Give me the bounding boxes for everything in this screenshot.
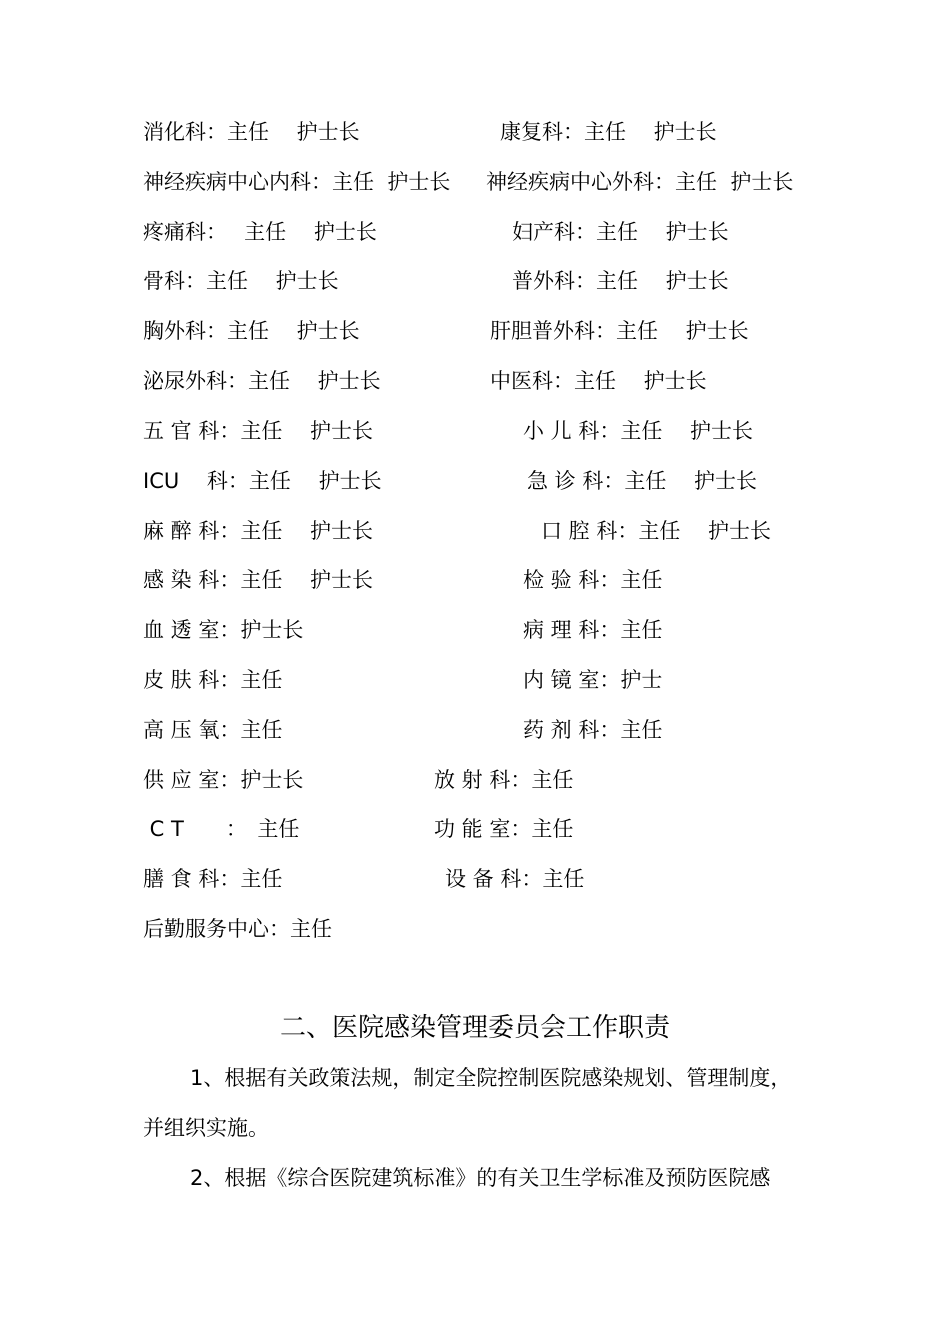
roster-right-5: 肝胆普外科：主任 护士长	[490, 319, 749, 343]
roster-left-17: 后勤服务中心：主任	[143, 917, 332, 941]
roster-left-8: ICU 科：主任 护士长	[143, 469, 382, 493]
roster-left-10: 感 染 科：主任 护士长	[143, 568, 374, 592]
roster-right-12: 内 镜 室：护士	[523, 668, 663, 692]
paragraph-line-2: 并组织实施。	[143, 1116, 269, 1140]
roster-left-12: 皮 肤 科：主任	[143, 668, 283, 692]
roster-left-6: 泌尿外科：主任 护士长	[143, 369, 381, 393]
roster-right-13: 药 剂 科：主任	[523, 718, 663, 742]
roster-left-13: 高 压 氧：主任	[143, 718, 283, 742]
roster-right-16: 设 备 科：主任	[445, 867, 585, 891]
roster-right-10: 检 验 科：主任	[523, 568, 663, 592]
roster-left-9: 麻 醉 科：主任 护士长	[143, 519, 374, 543]
roster-right-6: 中医科：主任 护士长	[490, 369, 707, 393]
paragraph-line-1: 1、根据有关政策法规，制定全院控制医院感染规划、管理制度，	[190, 1066, 792, 1090]
roster-left-3: 疼痛科： 主任 护士长	[143, 220, 377, 244]
roster-left-14: 供 应 室：护士长	[143, 768, 304, 792]
roster-right-11: 病 理 科：主任	[523, 618, 663, 642]
roster-right-1: 康复科：主任 护士长	[500, 120, 717, 144]
roster-left-2: 神经疾病中心内科：主任 护士长	[143, 170, 451, 194]
roster-left-4: 骨科：主任 护士长	[143, 269, 339, 293]
roster-right-4: 普外科：主任 护士长	[512, 269, 729, 293]
paragraph-line-3: 2、根据《综合医院建筑标准》的有关卫生学标准及预防医院感	[190, 1166, 771, 1190]
roster-right-9: 口 腔 科：主任 护士长	[541, 519, 772, 543]
roster-left-7: 五 官 科：主任 护士长	[143, 419, 374, 443]
section-title: 二、医院感染管理委员会工作职责	[279, 1013, 670, 1043]
roster-right-7: 小 儿 科：主任 护士长	[523, 419, 754, 443]
roster-right-14: 放 射 科：主任	[434, 768, 574, 792]
roster-left-16: 膳 食 科：主任	[143, 867, 283, 891]
roster-left-15: C T ： 主任	[143, 817, 300, 841]
roster-right-2: 神经疾病中心外科：主任 护士长	[486, 170, 794, 194]
roster-right-15: 功 能 室：主任	[434, 817, 574, 841]
roster-right-3: 妇产科：主任 护士长	[512, 220, 729, 244]
roster-left-5: 胸外科：主任 护士长	[143, 319, 360, 343]
roster-left-1: 消化科：主任 护士长	[143, 120, 360, 144]
roster-right-8: 急 诊 科：主任 护士长	[527, 469, 758, 493]
roster-left-11: 血 透 室：护士长	[143, 618, 304, 642]
